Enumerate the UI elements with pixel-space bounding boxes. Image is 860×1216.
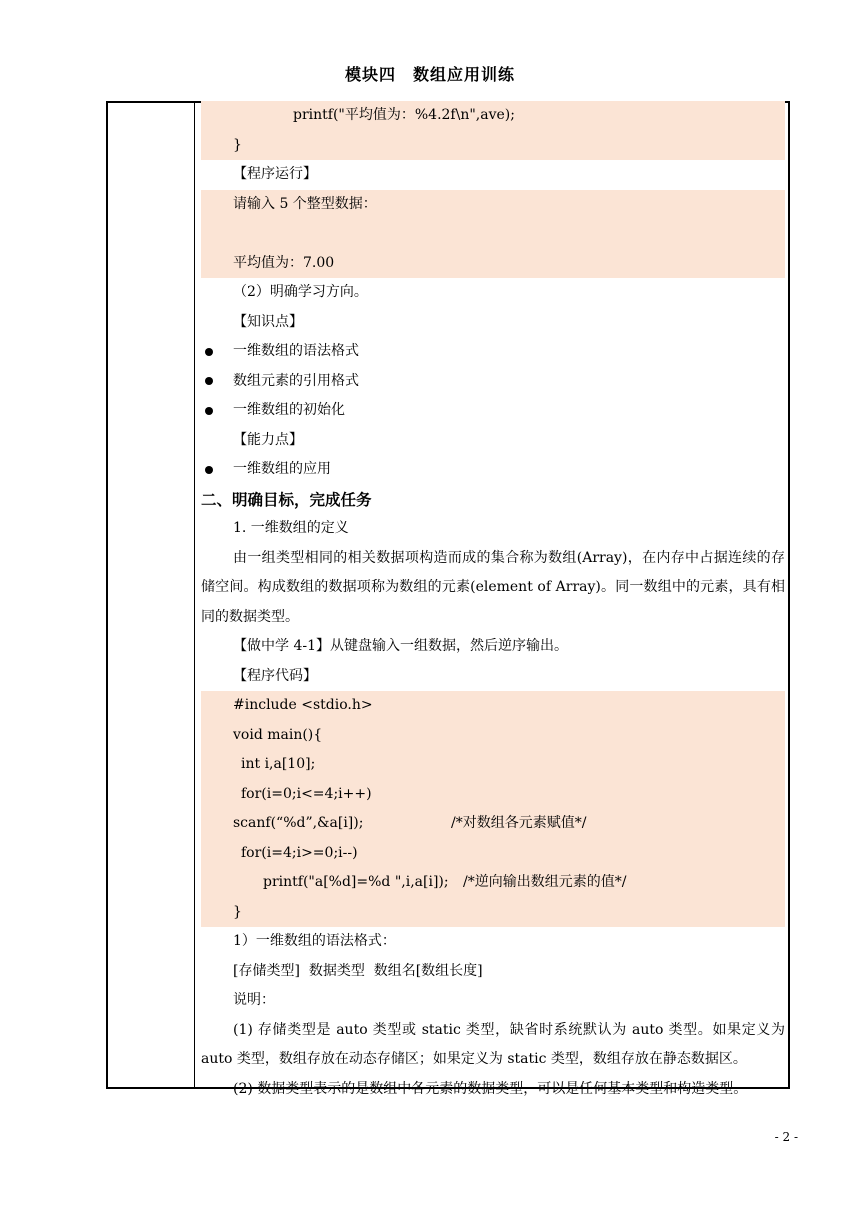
bullet-icon: [205, 466, 213, 474]
run-label: 【程序运行】: [233, 166, 317, 182]
note-paragraph: (2) 数据类型表示的是数组中各元素的数据类型，可以是任何基本类型和构造类型。: [233, 1080, 748, 1097]
code-line: }: [233, 903, 242, 920]
run-output-block: [201, 190, 785, 279]
syntax-format: [存储类型] 数据类型 数组名[数组长度]: [233, 962, 483, 979]
code-line: void main(){: [233, 726, 323, 743]
run-input: [201, 219, 785, 249]
bullet-icon: [205, 348, 213, 356]
code-comment: /*对数组各元素赋值*/: [451, 815, 587, 831]
code-label: 【程序代码】: [233, 667, 317, 684]
section-heading: 二、明确目标，完成任务: [201, 489, 372, 509]
cell-content: [201, 101, 785, 1104]
ability-label: 【能力点】: [233, 431, 303, 448]
code-line: #include <stdio.h>: [233, 697, 373, 713]
code-line: }: [233, 136, 242, 153]
code-line: scanf(“%d”,&a[i]); /*对数组各元素赋值*/: [233, 815, 587, 831]
knowledge-label: 【知识点】: [233, 313, 303, 330]
code-block-2: [201, 691, 785, 927]
list-item: 一维数组的语法格式: [201, 337, 785, 367]
code-block-1: [201, 101, 785, 160]
bullet-icon: [205, 377, 213, 385]
code-line: int i,a[10];: [241, 756, 316, 772]
list-item: 一维数组的应用: [201, 455, 785, 485]
code-comment: /*逆向输出数组元素的值*/: [463, 874, 627, 890]
run-result: 平均值为：7.00: [233, 254, 335, 271]
run-prompt: 请输入 5 个整型数据：: [233, 195, 377, 212]
table-column-divider: [194, 101, 195, 1089]
example-title: 【做中学 4-1】从键盘输入一组数据，然后逆序输出。: [233, 638, 568, 654]
bullet-icon: [205, 407, 213, 415]
note-paragraph: (1) 存储类型是 auto 类型或 static 类型，缺省时系统默认为 auto 类型。如果定义为 auto 类型，数组存放在动态存储区；如果定义为 static 类型，数组存放在静态数据区。: [201, 1021, 785, 1067]
code-line: for(i=0;i<=4;i++): [241, 785, 372, 802]
note-label: 说明：: [233, 992, 275, 1008]
page-title: 模块四 数组应用训练: [344, 65, 515, 84]
code-line: printf("平均值为：%4.2f\n",ave);: [293, 107, 515, 123]
list-item: 一维数组的初始化: [201, 396, 785, 426]
page-number: - 2 -: [774, 1130, 798, 1144]
subsection-title: 1. 一维数组的定义: [233, 520, 349, 536]
definition-paragraph: 由一组类型相同的相关数据项构造而成的集合称为数组(Array)，在内存中占据连续的存储空间。构成数组的数据项称为数组的元素(element of Array)。同一数组中的元素，具有相同的数据类型。: [201, 549, 785, 625]
syntax-label: 1）一维数组的语法格式：: [233, 933, 396, 949]
list-item: 数组元素的引用格式: [201, 367, 785, 397]
code-line: printf("a[%d]=%d ",i,a[i]); /*逆向输出数组元素的值*/: [263, 874, 627, 890]
code-line: for(i=4;i>=0;i--): [241, 844, 358, 861]
direction-text: （2）明确学习方向。: [233, 284, 368, 300]
